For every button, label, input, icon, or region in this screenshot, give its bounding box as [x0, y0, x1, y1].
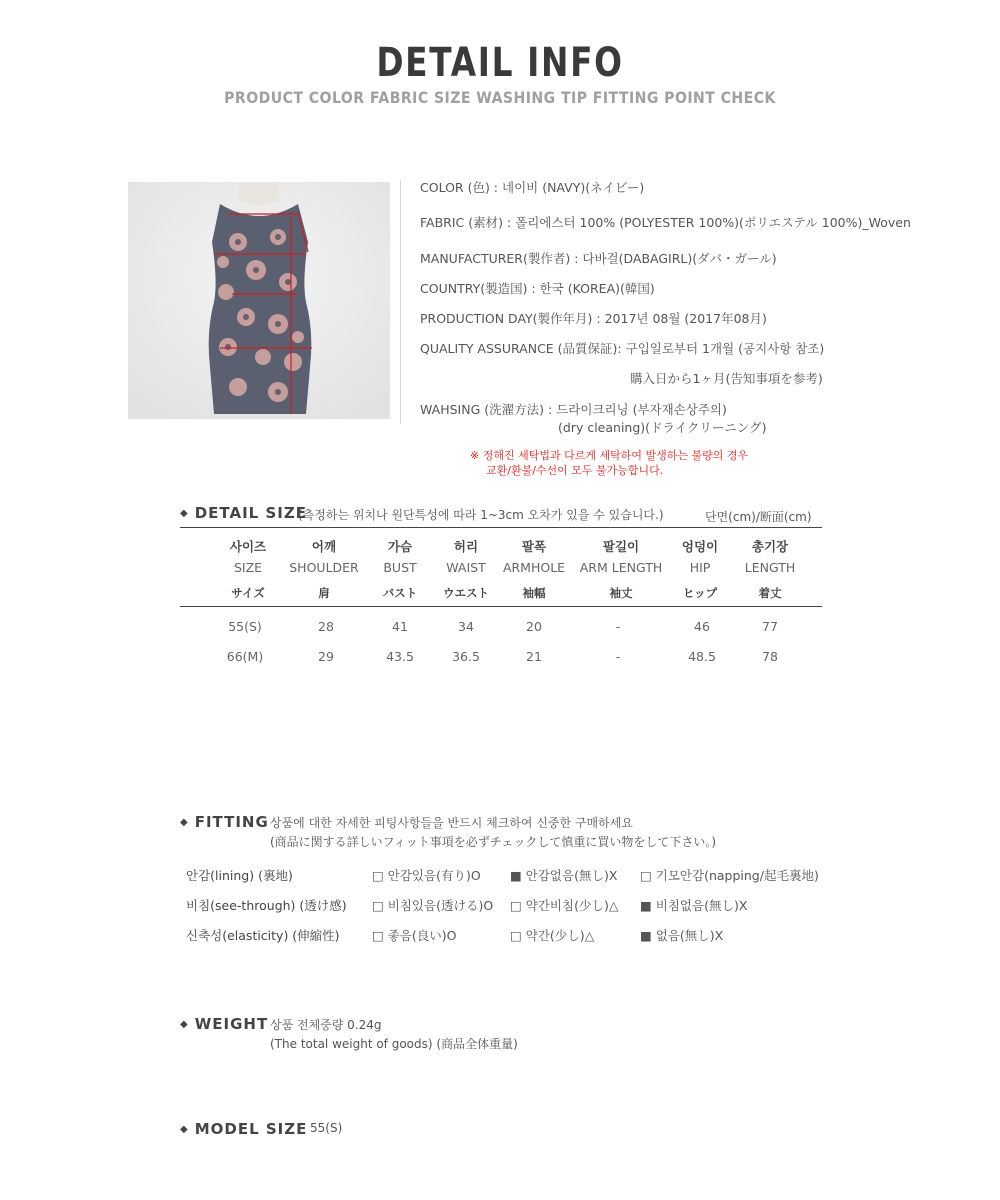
table-cell: 20 [526, 619, 542, 634]
info-quality-jp: 購入日から1ヶ月(告知事項を参考) [630, 371, 823, 386]
col-header-ko: 총기장 [751, 539, 789, 554]
info-country: COUNTRY(製造国) : 한국 (KOREA)(韓国) [420, 281, 655, 296]
table-cell: 77 [762, 619, 778, 634]
col-header-en: SHOULDER [289, 560, 359, 575]
fitting-heading [180, 813, 269, 831]
table-cell: 46 [694, 619, 710, 634]
fitting-option: ■ 없음(無し)X [640, 928, 724, 943]
col-header-en: BUST [383, 560, 417, 575]
model-size-value: 55(S) [310, 1121, 343, 1135]
col-header-jp: 袖丈 [609, 586, 633, 600]
fitting-title: FITTING [194, 813, 269, 831]
fitting-desc-jp: (商品に関する詳しいフィット事項を必ずチェックして慎重に買い物をして下さい。) [270, 835, 717, 849]
col-header-ko: 허리 [453, 539, 479, 554]
page-title: DETAIL INFO [376, 40, 624, 86]
fitting-desc: 상품에 대한 자세한 피팅사항들을 반드시 체크하여 신중한 구매하세요 [270, 816, 633, 830]
table-cell: 43.5 [386, 649, 414, 664]
col-header-jp: バスト [382, 586, 418, 600]
table-cell: 29 [318, 649, 334, 664]
col-header-en: LENGTH [744, 560, 796, 575]
table-cell: 48.5 [688, 649, 716, 664]
detail-size-title: DETAIL SIZE [194, 504, 307, 522]
table-cell: 21 [526, 649, 542, 664]
table-header-rule [180, 606, 822, 607]
fitting-label-see-through: 비침(see-through) (透け感) [186, 898, 347, 913]
model-size-heading [180, 1120, 307, 1138]
col-header-jp: 肩 [318, 586, 330, 600]
col-header-jp: ヒップ [682, 586, 718, 600]
model-size-title: MODEL SIZE [194, 1120, 308, 1138]
diamond-icon: ◆ [180, 817, 189, 828]
diamond-icon: ◆ [180, 1124, 189, 1135]
col-header-ko: 사이즈 [229, 539, 267, 554]
table-cell: 34 [458, 619, 474, 634]
fitting-option: □ 비침있음(透ける)O [372, 898, 494, 913]
table-cell: - [615, 649, 621, 664]
weight-desc: (The total weight of goods) (商品全体重量) [270, 1037, 518, 1051]
detail-size-unit: 단면(cm)/断面(cm) [705, 510, 812, 524]
col-header-en: HIP [689, 560, 711, 575]
fitting-label-elasticity: 신축성(elasticity) (伸縮性) [186, 928, 340, 943]
col-header-ko: 엉덩이 [681, 539, 719, 554]
diamond-icon: ◆ [180, 508, 189, 519]
col-header-ko: 가슴 [387, 539, 413, 554]
info-manufacturer: MANUFACTURER(製作者) : 다바걸(DABAGIRL)(ダバ・ガール) [420, 251, 777, 266]
warning-note: ※ 정해진 세탁법과 다르게 세탁하여 발생하는 불량의 경우 [470, 449, 749, 462]
weight-heading [180, 1015, 268, 1033]
table-cell: 55(S) [228, 619, 262, 634]
info-color: COLOR (色) : 네이비 (NAVY)(ネイビー) [420, 180, 645, 195]
diamond-icon: ◆ [180, 1019, 189, 1030]
col-header-jp: 袖幅 [522, 586, 546, 600]
col-header-jp: 着丈 [758, 586, 782, 600]
fitting-option: □ 기모안감(napping/起毛裏地) [640, 868, 819, 883]
table-cell: 28 [318, 619, 334, 634]
table-cell: 41 [392, 619, 408, 634]
info-quality: QUALITY ASSURANCE (品質保証): 구입일로부터 1개월 (공지사항 참조) [420, 341, 825, 356]
info-production-day: PRODUCTION DAY(製作年月) : 2017년 08월 (2017年08月) [420, 311, 767, 326]
warning-note-2: 교환/환불/수선이 모두 불가능합니다. [486, 464, 664, 477]
page-subtitle: PRODUCT COLOR FABRIC SIZE WASHING TIP FITTING POINT CHECK [224, 88, 776, 107]
fitting-option: □ 약간비침(少し)△ [510, 898, 619, 913]
col-header-en: ARMHOLE [502, 560, 566, 575]
col-header-en: WAIST [446, 560, 486, 575]
col-header-ko: 팔폭 [521, 539, 547, 554]
fitting-option: □ 약간(少し)△ [510, 928, 595, 943]
fitting-label-lining: 안감(lining) (裏地) [186, 868, 293, 883]
col-header-en: ARM LENGTH [579, 560, 663, 575]
weight-value: 상품 전체중량 0.24g [270, 1018, 382, 1032]
fitting-option: □ 안감있음(有り)O [372, 868, 481, 883]
col-header-en: SIZE [233, 560, 263, 575]
detail-size-note: (측정하는 위치나 원단특성에 따라 1~3cm 오차가 있을 수 있습니다.) [298, 508, 664, 522]
fitting-option: ■ 안감없음(無し)X [510, 868, 618, 883]
col-header-jp: サイズ [231, 586, 265, 600]
table-cell: 36.5 [452, 649, 480, 664]
col-header-ko: 어깨 [311, 539, 337, 554]
fitting-option: □ 좋음(良い)O [372, 928, 457, 943]
table-cell: - [615, 619, 621, 634]
info-fabric: FABRIC (素材) : 폴리에스터 100% (POLYESTER 100%)(ポリエステル 100%)_Woven [420, 215, 911, 230]
col-header-jp: ウエスト [443, 586, 489, 600]
col-header-ko: 팔길이 [602, 539, 640, 554]
fitting-option: ■ 비침없음(無し)X [640, 898, 748, 913]
table-cell: 66(M) [226, 649, 264, 664]
table-cell: 78 [762, 649, 778, 664]
info-washing-en: (dry cleaning)(ドライクリーニング) [558, 420, 767, 435]
info-washing: WAHSING (洗濯方法) : 드라이크리닝 (부자재손상주의) [420, 402, 727, 417]
weight-title: WEIGHT [194, 1015, 269, 1033]
